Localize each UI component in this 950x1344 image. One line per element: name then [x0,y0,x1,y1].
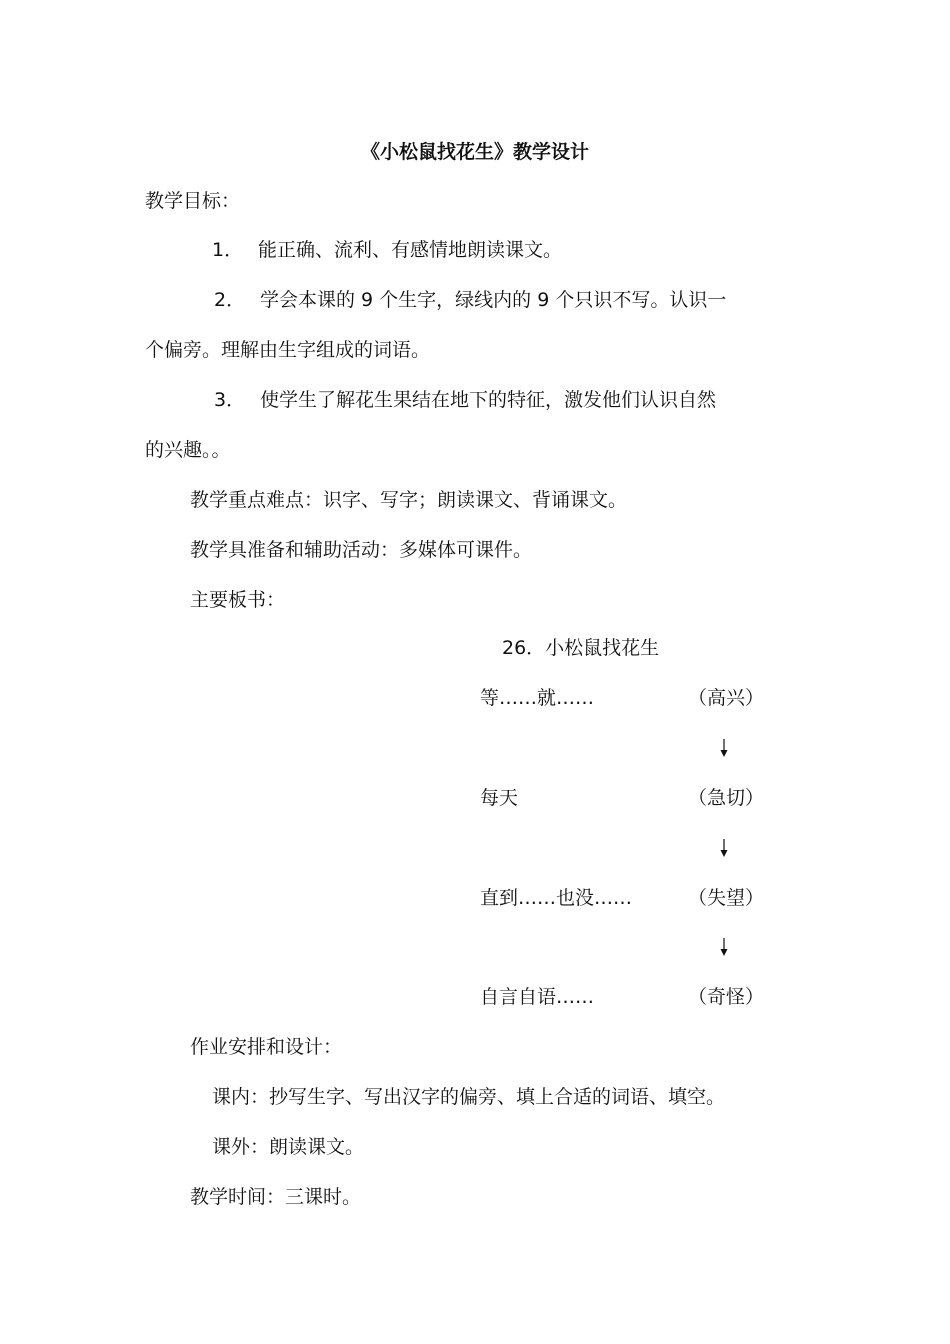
objective-continuation: 的兴趣。。 [145,439,231,461]
objective-continuation: 个偏旁。理解由生字组成的词语。 [145,339,431,361]
board-emotion: （急切） [688,787,765,809]
board-phrase: 自言自语…… [480,986,595,1008]
objective-item-2 [214,287,726,313]
board-heading: 主要板书： [190,589,286,611]
down-arrow-icon [718,838,730,858]
objective-text: 能正确、流利、有感情地朗读课文。 [258,239,563,261]
down-arrow-icon [718,738,730,758]
board-phrase: 每天 [480,787,519,809]
homework-heading: 作业安排和设计： [190,1036,343,1058]
teaching-time: 教学时间：三课时。 [190,1186,362,1208]
objective-number: 1． [212,239,244,261]
homework-after-class: 课外：朗读课文。 [212,1136,365,1158]
key-points: 教学重点难点：识字、写字；朗读课文、背诵课文。 [190,489,628,511]
objective-number: 2． [214,289,246,311]
board-phrase: 直到……也没…… [480,887,633,909]
objective-number: 3． [214,389,246,411]
objective-item-1 [212,237,562,263]
page-title: 《小松鼠找花生》教学设计 [360,141,589,163]
objectives-heading: 教学目标： [145,190,241,212]
objective-text: 学会本课的 9 个生字，绿线内的 9 个只识不写。认识一 [260,289,727,311]
board-emotion: （高兴） [688,687,765,709]
down-arrow-icon [718,937,730,957]
board-phrase: 等……就…… [480,687,595,709]
preparation: 教学具准备和辅助活动：多媒体可课件。 [190,539,533,561]
objective-text: 使学生了解花生果结在地下的特征，激发他们认识自然 [260,389,717,411]
homework-in-class: 课内：抄写生字、写出汉字的偏旁、填上合适的词语、填空。 [212,1086,726,1108]
objective-item-3 [214,387,716,413]
board-emotion: （失望） [688,887,765,909]
board-emotion: （奇怪） [688,986,765,1008]
board-title: 26．小松鼠找花生 [502,637,660,659]
